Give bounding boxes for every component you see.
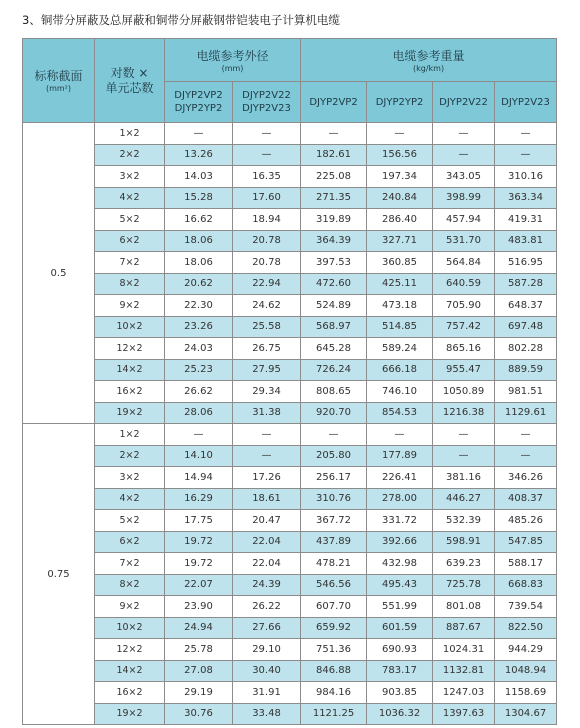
value-cell: 568.97	[301, 316, 367, 338]
header-weight	[301, 39, 557, 82]
value-cell: 278.00	[367, 488, 433, 510]
value-cell: 27.66	[233, 617, 301, 639]
value-cell: 156.56	[367, 144, 433, 166]
value-cell: 19.72	[165, 531, 233, 553]
document-title: 3、铜带分屏蔽及总屏蔽和铜带分屏蔽钢带铠装电子计算机电缆	[22, 13, 340, 27]
value-cell: 920.70	[301, 402, 367, 424]
value-cell: 310.16	[495, 166, 557, 188]
value-cell: 29.19	[165, 682, 233, 704]
cores-cell: 10×2	[95, 316, 165, 338]
cores-cell: 19×2	[95, 402, 165, 424]
value-cell: 19.72	[165, 553, 233, 575]
value-cell: 1048.94	[495, 660, 557, 682]
cores-cell: 14×2	[95, 660, 165, 682]
cores-cell: 4×2	[95, 488, 165, 510]
value-cell: 485.26	[495, 510, 557, 532]
value-cell: 659.92	[301, 617, 367, 639]
value-cell: 22.94	[233, 273, 301, 295]
value-cell: 367.72	[301, 510, 367, 532]
value-cell: 1247.03	[433, 682, 495, 704]
header-weight-col1: DJYP2VP2	[301, 82, 367, 123]
table-body	[23, 123, 557, 725]
header-dia-col2-a: DJYP2V22	[242, 90, 291, 101]
value-cell: 865.16	[433, 338, 495, 360]
table-row	[23, 187, 557, 209]
value-cell: 1036.32	[367, 703, 433, 725]
value-cell: 1158.69	[495, 682, 557, 704]
value-cell: 398.99	[433, 187, 495, 209]
table-row	[23, 424, 557, 446]
value-cell: 639.23	[433, 553, 495, 575]
cores-cell: 9×2	[95, 596, 165, 618]
value-cell: 532.39	[433, 510, 495, 532]
value-cell: 419.31	[495, 209, 557, 231]
cores-cell: 1×2	[95, 424, 165, 446]
value-cell: 1132.81	[433, 660, 495, 682]
value-cell: 15.28	[165, 187, 233, 209]
value-cell: 547.85	[495, 531, 557, 553]
cores-cell: 1×2	[95, 123, 165, 145]
value-cell: 16.35	[233, 166, 301, 188]
value-cell: 22.04	[233, 553, 301, 575]
value-cell: —	[367, 123, 433, 145]
value-cell: 16.29	[165, 488, 233, 510]
value-cell: 20.62	[165, 273, 233, 295]
value-cell: 564.84	[433, 252, 495, 274]
value-cell: 256.17	[301, 467, 367, 489]
value-cell: 182.61	[301, 144, 367, 166]
value-cell: 18.61	[233, 488, 301, 510]
table-row	[23, 467, 557, 489]
table-row	[23, 574, 557, 596]
cores-cell: 2×2	[95, 445, 165, 467]
value-cell: 746.10	[367, 381, 433, 403]
section-cell: 0.75	[23, 424, 95, 725]
cores-cell: 6×2	[95, 531, 165, 553]
value-cell: 24.03	[165, 338, 233, 360]
table-row	[23, 660, 557, 682]
cores-cell: 8×2	[95, 574, 165, 596]
value-cell: 25.58	[233, 316, 301, 338]
value-cell: 495.43	[367, 574, 433, 596]
value-cell: 726.24	[301, 359, 367, 381]
value-cell: 645.28	[301, 338, 367, 360]
value-cell: 310.76	[301, 488, 367, 510]
table-row	[23, 596, 557, 618]
value-cell: 524.89	[301, 295, 367, 317]
value-cell: —	[433, 445, 495, 467]
cores-cell: 10×2	[95, 617, 165, 639]
value-cell: 483.81	[495, 230, 557, 252]
value-cell: 1129.61	[495, 402, 557, 424]
value-cell: 27.08	[165, 660, 233, 682]
value-cell: 14.10	[165, 445, 233, 467]
value-cell: 648.37	[495, 295, 557, 317]
header-dia-col1-a: DJYP2VP2	[174, 90, 223, 101]
header-weight-unit: (kg/km)	[412, 63, 445, 73]
table-row	[23, 166, 557, 188]
value-cell: 757.42	[433, 316, 495, 338]
value-cell: 903.85	[367, 682, 433, 704]
header-cores-line2: 单元芯数	[105, 80, 154, 95]
cable-spec-table	[22, 38, 557, 725]
value-cell: 18.94	[233, 209, 301, 231]
value-cell: 589.24	[367, 338, 433, 360]
value-cell: 984.16	[301, 682, 367, 704]
value-cell: 705.90	[433, 295, 495, 317]
value-cell: 14.03	[165, 166, 233, 188]
value-cell: 473.18	[367, 295, 433, 317]
cores-cell: 16×2	[95, 682, 165, 704]
value-cell: 668.83	[495, 574, 557, 596]
value-cell: 27.95	[233, 359, 301, 381]
value-cell: 381.16	[433, 467, 495, 489]
value-cell: —	[433, 123, 495, 145]
cores-cell: 8×2	[95, 273, 165, 295]
value-cell: 29.10	[233, 639, 301, 661]
table-row	[23, 445, 557, 467]
value-cell: 30.76	[165, 703, 233, 725]
value-cell: 607.70	[301, 596, 367, 618]
value-cell: 551.99	[367, 596, 433, 618]
value-cell: 408.37	[495, 488, 557, 510]
table-row	[23, 682, 557, 704]
table-row	[23, 316, 557, 338]
table-row	[23, 252, 557, 274]
value-cell: 955.47	[433, 359, 495, 381]
value-cell: 783.17	[367, 660, 433, 682]
value-cell: 1216.38	[433, 402, 495, 424]
value-cell: —	[367, 424, 433, 446]
header-section	[23, 39, 95, 123]
header-row-1	[23, 39, 557, 82]
table-row	[23, 123, 557, 145]
value-cell: 808.65	[301, 381, 367, 403]
value-cell: 887.67	[433, 617, 495, 639]
section-cell: 0.5	[23, 123, 95, 424]
value-cell: 205.80	[301, 445, 367, 467]
cores-cell: 9×2	[95, 295, 165, 317]
header-dia-col1-b: DJYP2YP2	[174, 103, 223, 114]
table-row	[23, 510, 557, 532]
value-cell: 889.59	[495, 359, 557, 381]
value-cell: 1397.63	[433, 703, 495, 725]
table-row	[23, 703, 557, 725]
header-cores-line1: 对数 ×	[110, 65, 149, 80]
value-cell: 13.26	[165, 144, 233, 166]
value-cell: 16.62	[165, 209, 233, 231]
header-weight-col2: DJYP2YP2	[367, 82, 433, 123]
header-diameter	[165, 39, 301, 82]
value-cell: 319.89	[301, 209, 367, 231]
value-cell: —	[495, 144, 557, 166]
value-cell: 472.60	[301, 273, 367, 295]
value-cell: 24.62	[233, 295, 301, 317]
value-cell: 392.66	[367, 531, 433, 553]
value-cell: 31.91	[233, 682, 301, 704]
value-cell: 598.91	[433, 531, 495, 553]
value-cell: 346.26	[495, 467, 557, 489]
table-row	[23, 639, 557, 661]
value-cell: 944.29	[495, 639, 557, 661]
table-row	[23, 402, 557, 424]
table-row	[23, 381, 557, 403]
value-cell: 801.08	[433, 596, 495, 618]
value-cell: 17.60	[233, 187, 301, 209]
value-cell: 197.34	[367, 166, 433, 188]
value-cell: 587.28	[495, 273, 557, 295]
value-cell: 22.04	[233, 531, 301, 553]
cores-cell: 3×2	[95, 166, 165, 188]
value-cell: 601.59	[367, 617, 433, 639]
value-cell: 24.94	[165, 617, 233, 639]
value-cell: —	[301, 424, 367, 446]
header-diameter-label: 电缆参考外径	[196, 48, 269, 63]
value-cell: 360.85	[367, 252, 433, 274]
value-cell: —	[495, 424, 557, 446]
value-cell: 437.89	[301, 531, 367, 553]
table-row	[23, 338, 557, 360]
value-cell: —	[433, 144, 495, 166]
header-dia-col2-b: DJYP2V23	[242, 103, 291, 114]
value-cell: 690.93	[367, 639, 433, 661]
value-cell: 25.23	[165, 359, 233, 381]
value-cell: —	[433, 424, 495, 446]
header-dia-col2	[233, 82, 301, 123]
value-cell: 397.53	[301, 252, 367, 274]
value-cell: —	[165, 424, 233, 446]
value-cell: 446.27	[433, 488, 495, 510]
value-cell: —	[301, 123, 367, 145]
value-cell: 327.71	[367, 230, 433, 252]
value-cell: 25.78	[165, 639, 233, 661]
table-row	[23, 488, 557, 510]
value-cell: 478.21	[301, 553, 367, 575]
value-cell: 22.30	[165, 295, 233, 317]
cores-cell: 7×2	[95, 252, 165, 274]
value-cell: 981.51	[495, 381, 557, 403]
value-cell: 531.70	[433, 230, 495, 252]
header-weight-col4: DJYP2V23	[495, 82, 557, 123]
value-cell: —	[233, 445, 301, 467]
cores-cell: 3×2	[95, 467, 165, 489]
value-cell: 26.22	[233, 596, 301, 618]
value-cell: 1304.67	[495, 703, 557, 725]
value-cell: 697.48	[495, 316, 557, 338]
value-cell: 1050.89	[433, 381, 495, 403]
value-cell: 29.34	[233, 381, 301, 403]
value-cell: 26.75	[233, 338, 301, 360]
header-dia-col1	[165, 82, 233, 123]
value-cell: 516.95	[495, 252, 557, 274]
cores-cell: 16×2	[95, 381, 165, 403]
value-cell: —	[233, 123, 301, 145]
value-cell: 640.59	[433, 273, 495, 295]
value-cell: 18.06	[165, 252, 233, 274]
cores-cell: 7×2	[95, 553, 165, 575]
value-cell: 432.98	[367, 553, 433, 575]
table-row	[23, 230, 557, 252]
table-row	[23, 359, 557, 381]
cores-cell: 19×2	[95, 703, 165, 725]
value-cell: 425.11	[367, 273, 433, 295]
header-section-label: 标称截面	[34, 69, 83, 83]
value-cell: 20.78	[233, 252, 301, 274]
value-cell: 226.41	[367, 467, 433, 489]
cores-cell: 5×2	[95, 510, 165, 532]
value-cell: 20.47	[233, 510, 301, 532]
table-row	[23, 553, 557, 575]
header-cores	[95, 39, 165, 123]
table-row	[23, 531, 557, 553]
value-cell: 30.40	[233, 660, 301, 682]
cores-cell: 12×2	[95, 639, 165, 661]
value-cell: 514.85	[367, 316, 433, 338]
value-cell: 20.78	[233, 230, 301, 252]
header-diameter-unit: (mm)	[221, 63, 244, 73]
value-cell: 343.05	[433, 166, 495, 188]
value-cell: 28.06	[165, 402, 233, 424]
value-cell: 546.56	[301, 574, 367, 596]
table-row	[23, 617, 557, 639]
value-cell: 854.53	[367, 402, 433, 424]
table-row	[23, 209, 557, 231]
value-cell: 739.54	[495, 596, 557, 618]
value-cell: 24.39	[233, 574, 301, 596]
value-cell: 26.62	[165, 381, 233, 403]
cores-cell: 4×2	[95, 187, 165, 209]
value-cell: 364.39	[301, 230, 367, 252]
value-cell: 457.94	[433, 209, 495, 231]
cores-cell: 6×2	[95, 230, 165, 252]
cores-cell: 5×2	[95, 209, 165, 231]
value-cell: 17.26	[233, 467, 301, 489]
value-cell: 33.48	[233, 703, 301, 725]
value-cell: 802.28	[495, 338, 557, 360]
value-cell: 271.35	[301, 187, 367, 209]
value-cell: 331.72	[367, 510, 433, 532]
cores-cell: 12×2	[95, 338, 165, 360]
value-cell: —	[233, 424, 301, 446]
value-cell: 846.88	[301, 660, 367, 682]
value-cell: 286.40	[367, 209, 433, 231]
table-row	[23, 144, 557, 166]
value-cell: 225.08	[301, 166, 367, 188]
value-cell: 240.84	[367, 187, 433, 209]
value-cell: —	[165, 123, 233, 145]
value-cell: 17.75	[165, 510, 233, 532]
table-row	[23, 295, 557, 317]
value-cell: —	[233, 144, 301, 166]
value-cell: 23.26	[165, 316, 233, 338]
header-section-unit: (mm²)	[45, 84, 72, 93]
cores-cell: 14×2	[95, 359, 165, 381]
value-cell: —	[495, 445, 557, 467]
value-cell: 751.36	[301, 639, 367, 661]
table-row	[23, 273, 557, 295]
header-weight-col3: DJYP2V22	[433, 82, 495, 123]
value-cell: 1121.25	[301, 703, 367, 725]
value-cell: 363.34	[495, 187, 557, 209]
value-cell: 725.78	[433, 574, 495, 596]
cores-cell: 2×2	[95, 144, 165, 166]
value-cell: 666.18	[367, 359, 433, 381]
value-cell: 23.90	[165, 596, 233, 618]
header-weight-label: 电缆参考重量	[392, 48, 465, 63]
value-cell: 822.50	[495, 617, 557, 639]
value-cell: 14.94	[165, 467, 233, 489]
value-cell: 177.89	[367, 445, 433, 467]
value-cell: 22.07	[165, 574, 233, 596]
value-cell: 1024.31	[433, 639, 495, 661]
value-cell: 31.38	[233, 402, 301, 424]
value-cell: 18.06	[165, 230, 233, 252]
value-cell: 588.17	[495, 553, 557, 575]
value-cell: —	[495, 123, 557, 145]
